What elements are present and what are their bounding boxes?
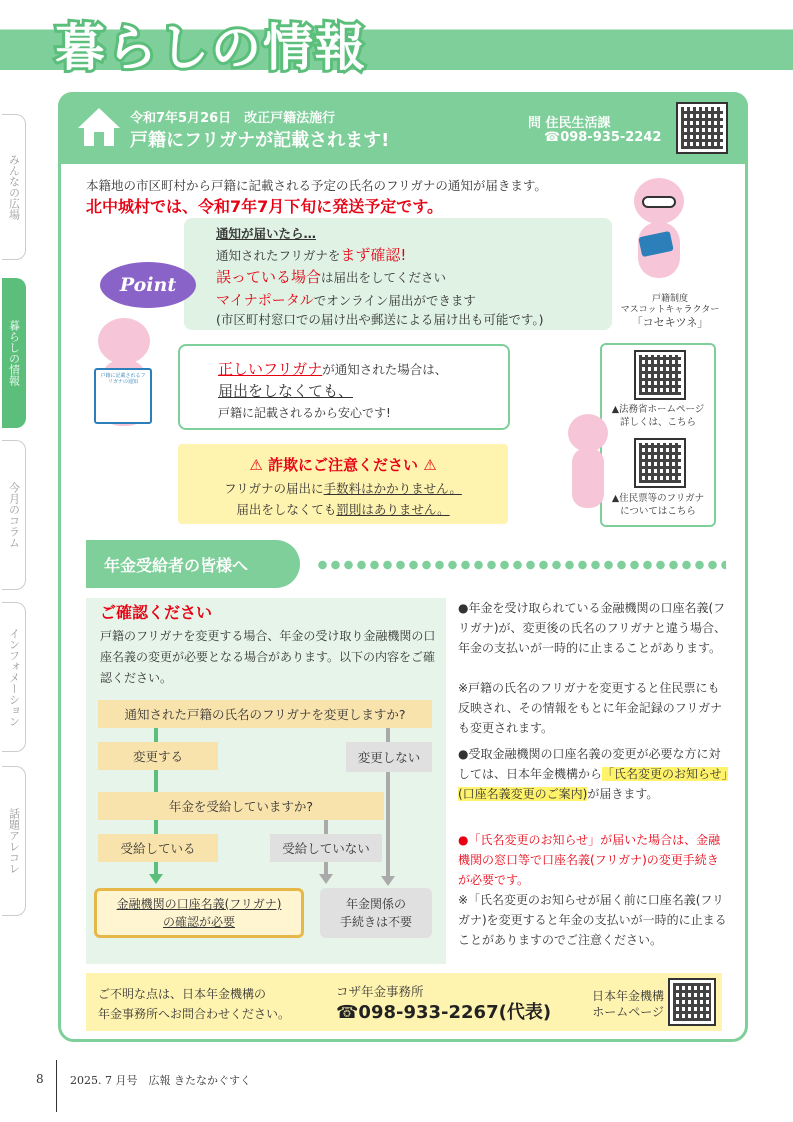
page-number: 8: [36, 1072, 44, 1086]
flow-line: [386, 772, 390, 880]
qr-moj-label: ▲法務省ホームページ 詳しくは、こちら: [611, 404, 705, 428]
header-date: 令和7年5月26日 改正戸籍法施行: [130, 111, 336, 126]
page-title: 暮らしの情報: [55, 19, 367, 77]
flow-yes-2: 受給している: [98, 834, 218, 862]
flow-yes-1: 変更する: [98, 742, 218, 770]
qr-juminhyo-icon[interactable]: [634, 438, 686, 488]
mascot-caption: 戸籍制度 マスコットキャラクター 「コセキツネ」: [620, 294, 720, 329]
bubble-line-3: マイナポータルでオンライン届出ができます: [216, 293, 476, 309]
pension-para-5: ※「氏名変更のお知らせが届く前に口座名義(フリガナ)を変更すると年金の支払いが一時的に止まることがありますのでご注意ください。: [458, 893, 727, 947]
publication-name: 2025. 7 月号 広報 きたなかぐすく: [70, 1074, 251, 1087]
flow-question-1: 通知された戸籍の氏名のフリガナを変更しますか?: [98, 700, 432, 728]
bubble-line-1: 通知されたフリガナをまず確認!: [216, 246, 407, 264]
flow-line: [154, 770, 158, 792]
flow-result-no: 年金関係の 手続きは不要: [320, 888, 432, 938]
footer-hp-label: 日本年金機構 ホームページ: [591, 989, 664, 1019]
intro-text: 本籍地の市区町村から戸籍に記載される予定の氏名のフリガナの通知が届きます。: [86, 178, 547, 193]
flow-line: [154, 820, 158, 834]
arrow-down-icon: [149, 874, 163, 884]
flow-no-1: 変更しない: [346, 742, 432, 772]
mascot-with-sign: [92, 318, 168, 430]
flow-line: [386, 728, 390, 742]
flow-result-yes: 金融機関の口座名義(フリガナ) の確認が必要: [94, 888, 304, 938]
flow-no-2: 受給していない: [270, 834, 382, 862]
confirm-title: ご確認ください: [100, 603, 213, 622]
arrow-down-icon: [319, 874, 333, 884]
flow-question-2: 年金を受給していますか?: [98, 792, 384, 820]
footer-tel: ☎098-933-2267(代表): [336, 1002, 552, 1023]
qr-code-icon[interactable]: [676, 102, 728, 154]
warning-line-2: 届出をしなくても罰則はありません。: [236, 502, 450, 517]
flow-line: [324, 820, 328, 834]
correct-line-2: 届出をしなくても、: [218, 382, 354, 400]
warning-line-1: フリガナの届出に手数料はかかりません。: [224, 481, 462, 496]
header-title: 戸籍にフリガナが記載されます!: [130, 130, 390, 151]
side-tab-kurashi[interactable]: 暮らしの情報: [2, 278, 26, 428]
side-tab-information[interactable]: インフォメーション: [2, 602, 26, 752]
page-divider: [56, 1060, 57, 1112]
correct-line-3: 戸籍に記載されるから安心です!: [218, 406, 391, 420]
warning-title: ⚠ 詐欺にご注意ください ⚠: [249, 456, 437, 474]
bubble-line-4: (市区町村窓口での届け出や郵送による届け出も可能です。): [216, 312, 544, 327]
contact-dept: 問 住民生活課: [528, 116, 611, 131]
mascot-sign: 戸籍に記載されるフリガナの通知: [94, 368, 152, 424]
qr-moj-icon[interactable]: [634, 350, 686, 400]
footer-inquiry: ご不明な点は、日本年金機構の 年金事務所へお問合わせください。: [98, 987, 291, 1021]
correct-line-1: 正しいフリガナが通知された場合は、: [218, 360, 448, 378]
pension-para-4: ●「氏名変更のお知らせ」が届いた場合は、金融機関の窓口等で口座名義(フリガナ)の変更手続きが必要です。: [458, 833, 721, 887]
house-icon: [76, 104, 122, 150]
pension-para-3: ●受取金融機関の口座名義の変更が必要な方に対しては、日本年金機構から「氏名変更のお知らせ」(口座名義変更のご案内)が届きます。: [458, 747, 728, 801]
shipping-notice: 北中城村では、令和7年7月下旬に発送予定です。: [86, 197, 443, 216]
pension-section-title: 年金受給者の皆様へ: [86, 540, 300, 588]
flow-line: [154, 728, 158, 742]
bubble-line-2: 誤っている場合は届出をしてください: [216, 268, 447, 286]
side-tab-column[interactable]: 今月のコラム: [2, 440, 26, 590]
arrow-down-icon: [381, 876, 395, 886]
side-tab-wadai[interactable]: 話題アレコレ: [2, 766, 26, 916]
qr-juminhyo-label: ▲住民票等のフリガナ についてはこちら: [611, 493, 705, 517]
bubble-heading: 通知が届いたら…: [216, 226, 317, 241]
side-tab-minna[interactable]: みんなの広場: [2, 114, 26, 260]
qr-nenkin-icon[interactable]: [668, 978, 716, 1026]
pension-para-1: ●年金を受け取られている金融機関の口座名義(フリガナ)が、変更後の氏名のフリガナと違う場合、年金の支払いが一時的に止まることがあります。: [458, 601, 726, 655]
pension-para-2: ※戸籍の氏名のフリガナを変更すると住民票にも反映され、その情報をもとに年金記録のフリガナも変更されます。: [458, 681, 723, 735]
mascot-kosekitsune: [628, 178, 690, 288]
confirm-body: 戸籍のフリガナを変更する場合、年金の受け取り金融機関の口座名義の変更が必要となる場合があります。以下の内容をご確認ください。: [100, 629, 436, 685]
mascot-peeking: [566, 414, 610, 514]
footer-office: コザ年金事務所: [336, 984, 424, 999]
point-badge: Point: [100, 262, 196, 308]
contact-tel: ☎098-935-2242: [544, 130, 662, 145]
dotted-divider: [316, 559, 726, 571]
